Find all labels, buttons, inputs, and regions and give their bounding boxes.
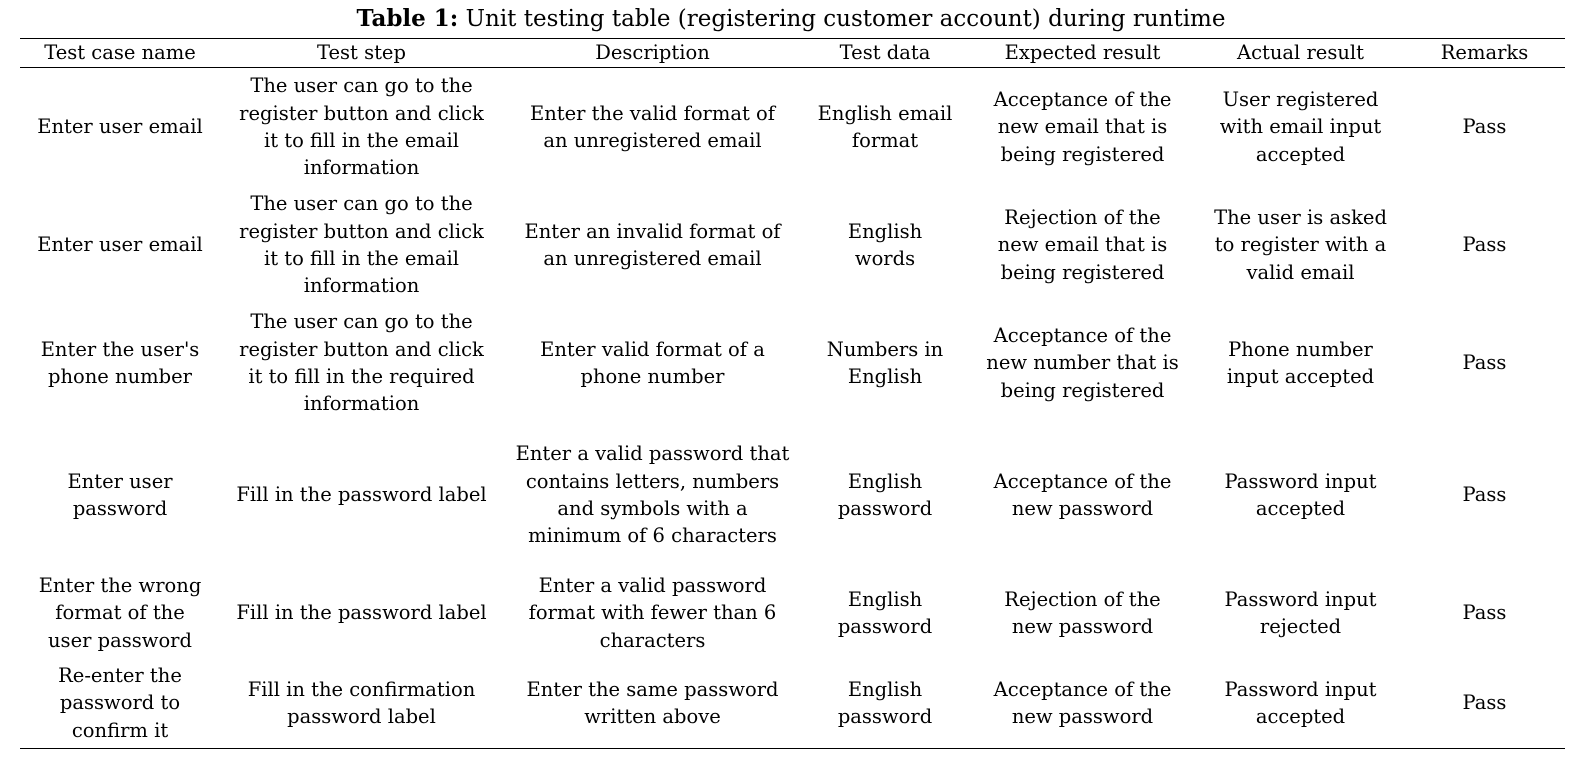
cell-test-data (802, 68, 968, 187)
cell-expected-result (968, 422, 1197, 568)
column-header-expected-result: Expected result (1004, 41, 1161, 64)
cell-remarks (1404, 68, 1565, 187)
table-row (20, 68, 1565, 187)
cell-test-step (220, 568, 503, 658)
cell-text: Fill in the confirmation password label (247, 677, 476, 728)
cell-test-step (220, 186, 503, 304)
cell-text: Fill in the password label (236, 601, 487, 625)
cell-text: Pass (1462, 233, 1507, 257)
cell-remarks (1404, 186, 1565, 304)
cell-text: The user can go to the register button and click it to fill in the required information (239, 310, 484, 416)
cell-test-case-name (20, 568, 220, 658)
cell-actual-result (1197, 304, 1404, 422)
cell-test-data (802, 658, 968, 749)
cell-test-case-name (20, 422, 220, 568)
table-row (20, 304, 1565, 422)
unit-testing-table (20, 38, 1565, 749)
column-header-test-case-name: Test case name (44, 41, 196, 64)
cell-test-data (802, 186, 968, 304)
cell-text: Acceptance of the new email that is being registered (993, 88, 1172, 166)
cell-text: Enter the user's phone number (40, 337, 200, 388)
cell-actual-result (1197, 658, 1404, 749)
cell-text: Acceptance of the new password (993, 469, 1172, 520)
cell-text: The user is asked to register with a valid email (1214, 206, 1387, 284)
cell-actual-result (1197, 568, 1404, 658)
table-row (20, 568, 1565, 658)
cell-text: Enter user email (37, 115, 203, 139)
cell-text: Pass (1462, 601, 1507, 625)
cell-text: Password input rejected (1224, 587, 1377, 638)
cell-test-data (802, 422, 968, 568)
cell-description (503, 658, 802, 749)
cell-text: Enter user email (37, 233, 203, 257)
cell-text: Enter valid format of a phone number (540, 337, 765, 388)
cell-text: Numbers in English (826, 337, 944, 388)
cell-text: Rejection of the new password (1004, 587, 1161, 638)
cell-text: Pass (1462, 483, 1507, 507)
cell-remarks (1404, 658, 1565, 749)
cell-test-case-name (20, 186, 220, 304)
cell-test-case-name (20, 304, 220, 422)
table-row (20, 186, 1565, 304)
table-row (20, 658, 1565, 749)
cell-description (503, 186, 802, 304)
cell-text: Rejection of the new email that is being registered (997, 206, 1168, 284)
cell-text: Pass (1462, 691, 1507, 715)
cell-text: Password input accepted (1224, 469, 1377, 520)
cell-test-case-name (20, 68, 220, 187)
cell-text: Enter user password (67, 469, 173, 520)
cell-expected-result (968, 186, 1197, 304)
cell-text: Enter a valid password format with fewer than 6 characters (528, 574, 777, 652)
cell-actual-result (1197, 422, 1404, 568)
cell-actual-result (1197, 186, 1404, 304)
cell-text: Pass (1462, 351, 1507, 375)
table-caption-text: Unit testing table (registering customer account) during runtime (465, 6, 1226, 32)
column-header-test-data: Test data (839, 41, 931, 64)
cell-test-step (220, 304, 503, 422)
column-header-description: Description (595, 41, 710, 64)
cell-text: User registered with email input accepted (1219, 88, 1382, 166)
cell-description (503, 68, 802, 187)
cell-description (503, 422, 802, 568)
cell-test-step (220, 68, 503, 187)
cell-description (503, 568, 802, 658)
cell-description (503, 304, 802, 422)
cell-text: Password input accepted (1224, 677, 1377, 728)
column-header-test-step: Test step (317, 41, 406, 64)
cell-test-step (220, 658, 503, 749)
cell-expected-result (968, 68, 1197, 187)
cell-remarks (1404, 304, 1565, 422)
cell-expected-result (968, 658, 1197, 749)
cell-text: English password (837, 469, 933, 520)
cell-expected-result (968, 304, 1197, 422)
cell-text: The user can go to the register button and click it to fill in the email information (239, 192, 484, 298)
cell-text: Re-enter the password to confirm it (58, 664, 182, 742)
cell-text: The user can go to the register button and click it to fill in the email information (239, 74, 484, 180)
cell-test-case-name (20, 658, 220, 749)
cell-test-data (802, 568, 968, 658)
table-caption-label: Table 1: (356, 5, 459, 32)
cell-text: Pass (1462, 115, 1507, 139)
cell-test-data (802, 304, 968, 422)
cell-text: English password (837, 587, 933, 638)
cell-remarks (1404, 422, 1565, 568)
cell-text: Enter an invalid format of an unregistered email (524, 219, 781, 270)
cell-text: Phone number input accepted (1226, 337, 1375, 388)
cell-text: English email format (817, 101, 953, 152)
cell-text: Enter the wrong format of the user password (38, 574, 202, 652)
cell-text: Fill in the password label (236, 483, 487, 507)
cell-text: Acceptance of the new password (993, 677, 1172, 728)
cell-test-step (220, 422, 503, 568)
table-caption (0, 4, 1582, 34)
cell-expected-result (968, 568, 1197, 658)
cell-actual-result (1197, 68, 1404, 187)
cell-text: Enter the valid format of an unregistered email (529, 101, 775, 152)
column-header-actual-result: Actual result (1237, 41, 1364, 64)
table-row (20, 422, 1565, 568)
cell-text: English words (847, 219, 923, 270)
cell-text: English password (837, 677, 933, 728)
cell-remarks (1404, 568, 1565, 658)
table-header-row (20, 39, 1565, 68)
cell-text: Enter the same password written above (526, 677, 779, 728)
column-header-remarks: Remarks (1440, 41, 1529, 64)
cell-text: Enter a valid password that contains letters, numbers and symbols with a minimum of 6 characters (515, 442, 790, 548)
cell-text: Acceptance of the new number that is being registered (986, 324, 1179, 402)
